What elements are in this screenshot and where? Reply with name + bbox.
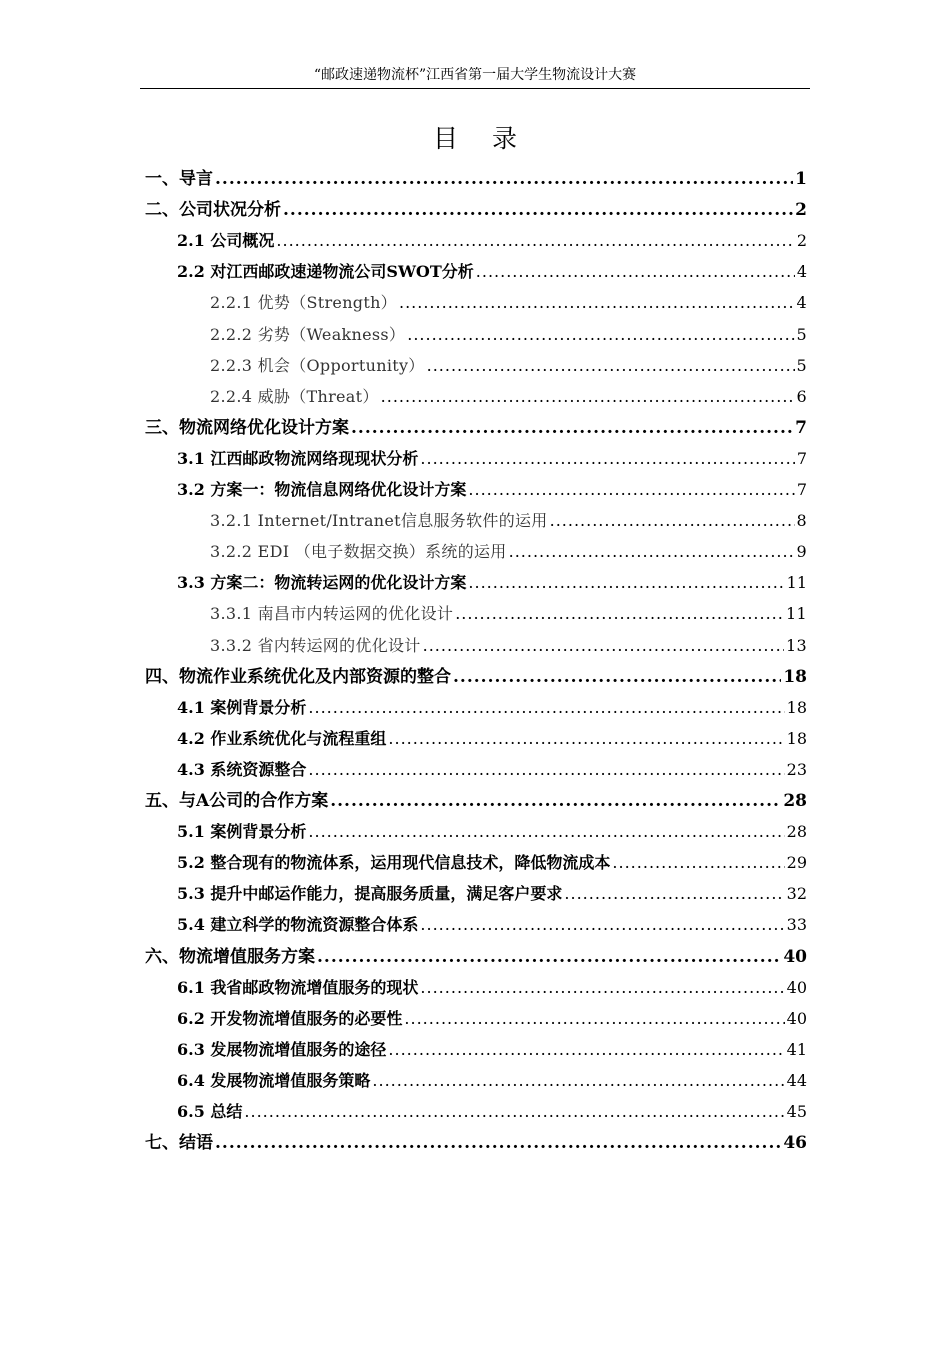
toc-entry-label: 二、公司状况分析 <box>145 200 281 221</box>
dot-leader <box>317 942 781 972</box>
dot-leader <box>423 631 784 661</box>
toc-title: 目录 <box>432 124 551 153</box>
toc-entry-page-number: 9 <box>796 542 807 562</box>
toc-entry-page-number: 40 <box>786 977 807 997</box>
toc-entry-page-number: 32 <box>786 884 807 904</box>
dot-leader <box>388 724 784 754</box>
toc-entry[interactable] <box>177 444 807 474</box>
toc-entry-label: 5.1 案例背景分析 <box>177 822 307 842</box>
toc-entry[interactable] <box>145 786 807 816</box>
toc-entry-label: 6.4 发展物流增值服务策略 <box>177 1070 371 1090</box>
toc-entry-label: 5.4 建立科学的物流资源整合体系 <box>177 915 419 935</box>
toc-entry-label: 六、物流增值服务方案 <box>145 946 315 967</box>
toc-entry[interactable] <box>210 382 807 412</box>
toc-entry[interactable] <box>145 413 807 443</box>
toc-entry-page-number: 29 <box>786 853 807 873</box>
toc-entry-label: 3.3.2 省内转运网的优化设计 <box>210 635 421 655</box>
toc-entry[interactable] <box>177 848 807 878</box>
toc-entry[interactable] <box>210 288 807 318</box>
toc-entry[interactable] <box>145 195 807 225</box>
toc-entry-page-number: 7 <box>796 480 807 499</box>
dot-leader <box>276 226 794 256</box>
toc-entry-page-number: 7 <box>796 448 807 468</box>
toc-entry-label: 五、与A公司的合作方案 <box>145 791 329 811</box>
dot-leader <box>308 693 784 723</box>
toc-entry-label: 4.3 系统资源整合 <box>177 759 307 779</box>
toc-entry-page-number: 6 <box>796 386 807 406</box>
running-header: “邮政速递物流杯”江西省第一届大学生物流设计大赛 <box>313 67 637 83</box>
toc-entry-page-number: 23 <box>786 759 807 779</box>
toc-entry-page-number: 44 <box>786 1070 807 1090</box>
dot-leader <box>215 1128 781 1158</box>
toc-entry[interactable] <box>145 1128 807 1158</box>
toc-entry[interactable] <box>210 506 807 536</box>
toc-entry-label: 2.2.1 优势（Strength） <box>210 293 397 313</box>
toc-entry[interactable] <box>177 755 807 785</box>
toc-entry[interactable] <box>177 910 807 940</box>
toc-entry[interactable] <box>210 631 807 661</box>
toc-entry-label: 3.2.2 EDI （电子数据交换）系统的运用 <box>210 542 507 562</box>
toc-entry-page-number: 18 <box>783 666 807 687</box>
toc-entry-label: 6.2 开发物流增值服务的必要性 <box>177 1008 403 1028</box>
toc-entry[interactable] <box>210 351 807 381</box>
toc-entry-label: 七、结语 <box>145 1133 213 1154</box>
toc-entry-label: 2.2.3 机会（Opportunity） <box>210 355 425 375</box>
toc-entry[interactable] <box>177 693 807 723</box>
dot-leader <box>427 351 795 381</box>
toc-entry-label: 5.3 提升中邮运作能力，提高服务质量，满足客户要求 <box>177 884 563 904</box>
toc-entry-page-number: 40 <box>783 946 807 967</box>
toc-entry-label: 3.2.1 Internet/Intranet信息服务软件的运用 <box>210 511 548 531</box>
toc-entry-page-number: 18 <box>786 728 807 748</box>
toc-entry-label: 2.1 公司概况 <box>177 231 275 251</box>
dot-leader <box>453 662 781 692</box>
dot-leader <box>244 1097 784 1127</box>
toc-entry-label: 三、物流网络优化设计方案 <box>145 417 349 438</box>
toc-entry[interactable] <box>210 320 807 350</box>
toc-entry[interactable] <box>145 164 807 194</box>
toc-entry-label: 2.2.4 威胁（Threat） <box>210 386 379 406</box>
dot-leader <box>381 382 795 412</box>
dot-leader <box>308 755 784 785</box>
toc-entry-label: 一、导言 <box>145 169 213 189</box>
toc-entry-page-number: 11 <box>786 604 807 624</box>
dot-leader <box>612 848 784 878</box>
toc-entry-label: 四、物流作业系统优化及内部资源的整合 <box>145 666 451 687</box>
toc-entry-page-number: 46 <box>783 1133 807 1154</box>
toc-entry[interactable] <box>145 662 807 692</box>
toc-entry-page-number: 5 <box>796 324 807 344</box>
dot-leader <box>420 910 784 940</box>
toc-entry-label: 4.2 作业系统优化与流程重组 <box>177 728 387 748</box>
toc-entry-page-number: 11 <box>786 573 807 593</box>
dot-leader <box>468 568 784 598</box>
toc-entry-page-number: 2 <box>795 200 807 221</box>
dot-leader <box>420 973 784 1003</box>
dot-leader <box>420 444 794 474</box>
toc-entry[interactable] <box>177 879 807 909</box>
toc-entry-label: 3.3.1 南昌市内转运网的优化设计 <box>210 604 454 624</box>
toc-entry[interactable] <box>177 257 807 287</box>
dot-leader <box>468 475 794 505</box>
toc-entry-label: 6.5 总结 <box>177 1102 243 1121</box>
toc-entry-label: 3.1 江西邮政物流网络现现状分析 <box>177 448 419 468</box>
toc-entry-page-number: 18 <box>786 697 807 717</box>
dot-leader <box>388 1035 784 1065</box>
toc-entry-page-number: 28 <box>783 791 807 811</box>
dot-leader <box>407 320 794 350</box>
dot-leader <box>476 257 795 287</box>
toc-entry-label: 6.1 我省邮政物流增值服务的现状 <box>177 977 419 997</box>
dot-leader <box>455 599 784 629</box>
toc-entry[interactable] <box>210 537 807 567</box>
dot-leader <box>308 817 784 847</box>
toc-entry-label: 2.2 对江西邮政速递物流公司SWOT分析 <box>177 262 474 282</box>
dot-leader <box>399 288 795 318</box>
dot-leader <box>351 413 793 443</box>
toc-entry-page-number: 33 <box>786 915 807 935</box>
dot-leader <box>550 506 795 536</box>
toc-entry[interactable] <box>177 475 807 505</box>
toc-entry-page-number: 2 <box>796 231 807 251</box>
toc-entry-label: 6.3 发展物流增值服务的途径 <box>177 1039 387 1059</box>
toc-entry-page-number: 4 <box>796 262 807 282</box>
toc-entry[interactable] <box>145 942 807 972</box>
toc-entry-page-number: 7 <box>795 417 807 438</box>
toc-entry-page-number: 5 <box>796 355 807 375</box>
toc-entry-page-number: 40 <box>786 1008 807 1028</box>
toc-entry-page-number: 45 <box>786 1102 807 1121</box>
toc-entry[interactable] <box>210 599 807 629</box>
toc-entry[interactable] <box>177 817 807 847</box>
dot-leader <box>283 195 793 225</box>
toc-entry[interactable] <box>177 1035 807 1065</box>
dot-leader <box>404 1004 784 1034</box>
toc-entry[interactable] <box>177 973 807 1003</box>
toc-entry[interactable] <box>177 1004 807 1034</box>
dot-leader <box>330 786 781 816</box>
dot-leader <box>564 879 784 909</box>
toc-entry-label: 3.2 方案一：物流信息网络优化设计方案 <box>177 480 467 499</box>
toc-entry-page-number: 41 <box>786 1039 807 1059</box>
toc-entry[interactable] <box>177 724 807 754</box>
toc-entry-label: 4.1 案例背景分析 <box>177 697 307 717</box>
toc-entry-page-number: 13 <box>786 635 807 655</box>
toc-entry-page-number: 28 <box>786 822 807 842</box>
toc-entry-page-number: 4 <box>796 293 807 313</box>
toc-entry[interactable] <box>177 568 807 598</box>
toc-entry-label: 2.2.2 劣势（Weakness） <box>210 324 406 344</box>
dot-leader <box>509 537 795 567</box>
toc-entry[interactable] <box>177 1066 807 1096</box>
toc-entry[interactable] <box>177 226 807 256</box>
toc-entry-label: 3.3 方案二：物流转运网的优化设计方案 <box>177 573 467 593</box>
toc-entry-label: 5.2 整合现有的物流体系，运用现代信息技术，降低物流成本 <box>177 853 611 873</box>
header-rule <box>140 88 810 89</box>
dot-leader <box>372 1066 784 1096</box>
toc-entry-page-number: 1 <box>795 169 807 189</box>
toc-entry[interactable] <box>177 1097 807 1127</box>
dot-leader <box>215 164 793 194</box>
toc-entry-page-number: 8 <box>796 511 807 531</box>
